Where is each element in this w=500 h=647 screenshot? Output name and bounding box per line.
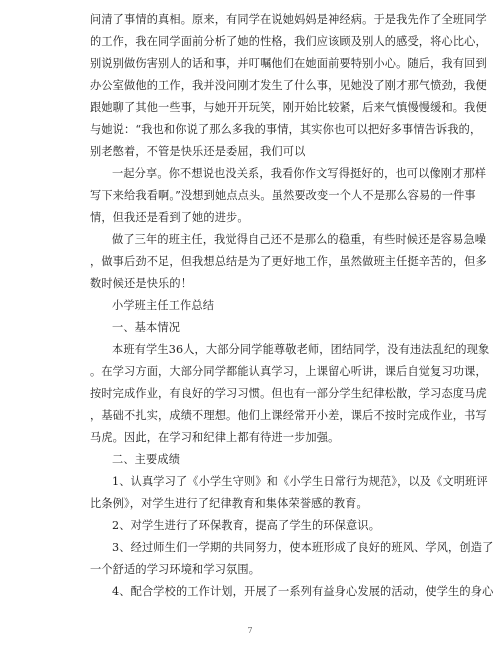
text-line: 的工作，我在同学面前分析了她的性格，我们应该顾及别人的感受，将心比心， <box>90 35 487 48</box>
text-line: 比条例》，对学生进行了纪律教育和集体荣誉感的教育。 <box>90 497 368 510</box>
text-line: 数时候还是快乐的！ <box>90 277 193 290</box>
list-item: 1、认真学习了《小学生守则》和《小学生日常行为规范》，以及《文明班评 <box>112 475 488 488</box>
list-item: 2、对学生进行了环保教育，提高了学生的环保意识。 <box>112 519 381 532</box>
text-line: 问清了事情的真相。原来，有同学在说她妈妈是神经病。于是我先作了全班同学 <box>90 13 487 26</box>
text-line: 别说别做伤害别人的话和事，并叮嘱他们在她面前要特别小心。随后，我有回到 <box>90 57 487 70</box>
section-heading: 一、基本情况 <box>112 321 181 334</box>
list-item: 3、经过师生们一学期的共同努力，使本班形成了良好的班风、学风，创造了 <box>112 541 494 554</box>
text-line: 情，但我还是看到了她的进步。 <box>90 211 249 224</box>
page-number: 7 <box>247 626 253 635</box>
text-line: 。在学习方面，大部分同学都能认真学习，上课留心听讲，课后自觉复习功课， <box>90 365 487 378</box>
section-title: 小学班主任工作总结 <box>112 299 215 312</box>
text-line: 跟她聊了其他一些事，与她开开玩笑，刚开始比较紧，后来气慎慢慢缓和。我便 <box>90 101 487 114</box>
text-line: 一个舒适的学习环境和学习氛围。 <box>90 563 261 576</box>
text-line: 写下来给我看啊。”没想到她点点头。虽然要改变一个人不是那么容易的一件事 <box>90 189 476 202</box>
text-line: 办公室做他的工作，我并没问刚才发生了什么事，见她没了刚才那气愤劲，我便 <box>90 79 487 92</box>
text-line: 别老憋着，不管是快乐还是委屈，我们可以 <box>90 145 306 158</box>
text-line: ，做事后劲不足，但我想总结是为了更好地工作，虽然做班主任挺辛苦的，但多 <box>90 255 487 268</box>
text-line: 做了三年的班主任，我觉得自己还不是那么的稳重，有些时候还是容易急噪 <box>112 233 487 246</box>
text-line: 一起分享。你不想说也没关系，我看你作文写得挺好的，也可以像刚才那样 <box>112 167 487 180</box>
text-line: 与她说：“我也和你说了那么多我的事情，其实你也可以把好多事情告诉我的， <box>90 123 482 136</box>
list-item: 4、配合学校的工作计划，开展了一系列有益身心发展的活动，使学生的身心 <box>112 585 494 598</box>
text-line: 马虎。因此，在学习和纪律上都有待进一步加强。 <box>90 431 340 444</box>
text-line: ，基础不扎实，成绩不理想。他们上课经常开小差，课后不按时完成作业，书写 <box>90 409 487 422</box>
text-line: 本班有学生36人，大部分同学能尊敬老师，团结同学，没有违法乱纪的现象 <box>112 343 490 356</box>
section-heading: 二、主要成绩 <box>112 453 181 466</box>
text-line: 按时完成作业，有良好的学习习惯。但也有一部分学生纪律松散，学习态度马虎 <box>90 387 487 400</box>
